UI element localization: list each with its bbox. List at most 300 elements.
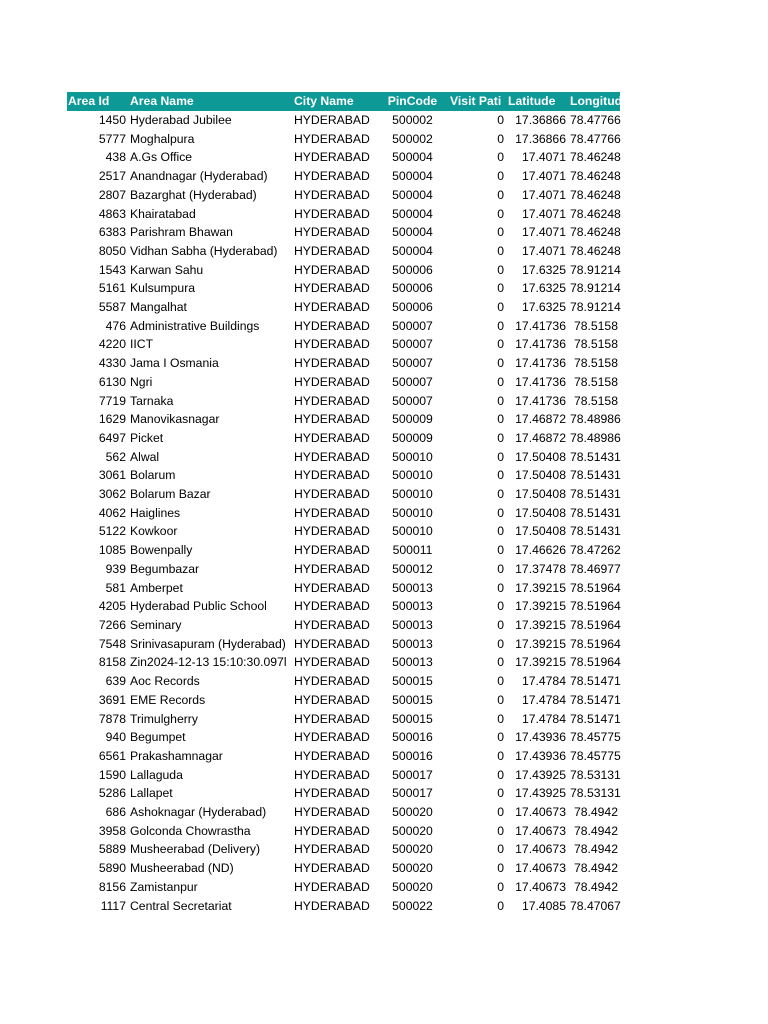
cell-city-name[interactable]: HYDERABAD <box>294 898 370 913</box>
cell-area-id[interactable]: 4863 <box>98 206 126 221</box>
cell-pincode[interactable]: 500004 <box>392 169 433 184</box>
cell-latitude[interactable]: 17.50408 <box>515 505 566 520</box>
cell-area-id[interactable]: 7548 <box>98 636 126 651</box>
cell-area-name[interactable]: Begumpet <box>130 730 186 745</box>
cell-city-name[interactable]: HYDERABAD <box>294 505 370 520</box>
cell-area-id[interactable]: 7878 <box>98 711 126 726</box>
cell-city-name[interactable]: HYDERABAD <box>294 412 370 427</box>
cell-city-name[interactable]: HYDERABAD <box>294 356 370 371</box>
cell-pincode[interactable]: 500009 <box>392 412 433 427</box>
cell-pincode[interactable]: 500020 <box>392 879 433 894</box>
cell-pincode[interactable]: 500010 <box>392 468 433 483</box>
cell-longitude[interactable]: 78.47766 <box>570 131 621 146</box>
cell-city-name[interactable]: HYDERABAD <box>294 711 370 726</box>
cell-area-id[interactable]: 939 <box>105 561 126 576</box>
cell-city-name[interactable]: HYDERABAD <box>294 692 370 707</box>
cell-area-name[interactable]: Vidhan Sabha (Hyderabad) <box>130 243 278 258</box>
cell-city-name[interactable]: HYDERABAD <box>294 767 370 782</box>
cell-latitude[interactable]: 17.50408 <box>515 524 566 539</box>
cell-visit[interactable]: 0 <box>497 281 504 296</box>
cell-pincode[interactable]: 500002 <box>392 113 433 127</box>
cell-visit[interactable]: 0 <box>497 374 504 389</box>
cell-longitude[interactable]: 78.4942 <box>573 861 618 876</box>
cell-area-id[interactable]: 5161 <box>98 281 126 296</box>
cell-city-name[interactable]: HYDERABAD <box>294 861 370 876</box>
cell-area-name[interactable]: Mangalhat <box>130 300 187 315</box>
cell-pincode[interactable]: 500013 <box>392 655 433 670</box>
cell-city-name[interactable]: HYDERABAD <box>294 805 370 820</box>
cell-latitude[interactable]: 17.39215 <box>515 636 566 651</box>
cell-area-id[interactable]: 1629 <box>98 412 126 427</box>
cell-latitude[interactable]: 17.41736 <box>515 374 566 389</box>
cell-visit[interactable]: 0 <box>497 169 504 184</box>
cell-longitude[interactable]: 78.51431 <box>570 468 621 483</box>
cell-area-id[interactable]: 4205 <box>98 599 126 614</box>
cell-pincode[interactable]: 500007 <box>392 337 433 352</box>
cell-city-name[interactable]: HYDERABAD <box>294 561 370 576</box>
cell-area-name[interactable]: EME Records <box>130 692 206 707</box>
cell-area-name[interactable]: Central Secretariat <box>130 898 232 913</box>
cell-longitude[interactable]: 78.47262 <box>570 543 621 558</box>
cell-longitude[interactable]: 78.4942 <box>573 879 618 894</box>
cell-area-id[interactable]: 4330 <box>98 356 126 371</box>
cell-area-id[interactable]: 5286 <box>98 786 126 801</box>
cell-longitude[interactable]: 78.5158 <box>573 337 618 352</box>
cell-latitude[interactable]: 17.39215 <box>515 580 566 595</box>
cell-latitude[interactable]: 17.4784 <box>521 711 566 726</box>
cell-visit[interactable]: 0 <box>497 711 504 726</box>
cell-visit[interactable]: 0 <box>497 318 504 333</box>
cell-visit[interactable]: 0 <box>497 243 504 258</box>
cell-longitude[interactable]: 78.4942 <box>573 805 618 820</box>
cell-area-id[interactable]: 3958 <box>98 823 126 838</box>
cell-area-name[interactable]: Hyderabad Public School <box>130 599 267 614</box>
cell-pincode[interactable]: 500012 <box>392 561 433 576</box>
cell-pincode[interactable]: 500011 <box>392 543 433 558</box>
cell-latitude[interactable]: 17.41736 <box>515 318 566 333</box>
cell-pincode[interactable]: 500016 <box>392 730 433 745</box>
cell-area-name[interactable]: Begumbazar <box>130 561 200 576</box>
cell-city-name[interactable]: HYDERABAD <box>294 225 370 240</box>
cell-latitude[interactable]: 17.37478 <box>515 561 566 576</box>
cell-area-name[interactable]: Kowkoor <box>130 524 178 539</box>
cell-area-name[interactable]: Srinivasapuram (Hyderabad) <box>130 636 286 651</box>
cell-area-id[interactable]: 5890 <box>98 861 126 876</box>
cell-area-name[interactable]: Hyderabad Jubilee <box>130 113 232 127</box>
cell-city-name[interactable]: HYDERABAD <box>294 187 370 202</box>
cell-pincode[interactable]: 500004 <box>392 187 433 202</box>
cell-visit[interactable]: 0 <box>497 412 504 427</box>
cell-latitude[interactable]: 17.6325 <box>521 300 566 315</box>
cell-area-id[interactable]: 3691 <box>98 692 126 707</box>
cell-area-id[interactable]: 3062 <box>98 487 126 502</box>
cell-longitude[interactable]: 78.91214 <box>570 300 621 315</box>
cell-area-id[interactable]: 562 <box>105 449 126 464</box>
cell-pincode[interactable]: 500004 <box>392 150 433 165</box>
cell-pincode[interactable]: 500017 <box>392 786 433 801</box>
cell-pincode[interactable]: 500009 <box>392 430 433 445</box>
cell-latitude[interactable]: 17.4071 <box>521 243 566 258</box>
cell-area-name[interactable]: Ashoknagar (Hyderabad) <box>130 805 267 820</box>
cell-longitude[interactable]: 78.4942 <box>573 823 618 838</box>
cell-area-id[interactable]: 5587 <box>98 300 126 315</box>
cell-visit[interactable]: 0 <box>497 786 504 801</box>
cell-city-name[interactable]: HYDERABAD <box>294 580 370 595</box>
cell-pincode[interactable]: 500015 <box>392 692 433 707</box>
cell-longitude[interactable]: 78.91214 <box>570 281 621 296</box>
cell-visit[interactable]: 0 <box>497 150 504 165</box>
cell-area-name[interactable]: Musheerabad (Delivery) <box>130 842 261 857</box>
cell-area-name[interactable]: Ngri <box>130 374 153 389</box>
cell-longitude[interactable]: 78.4942 <box>573 842 618 857</box>
cell-latitude[interactable]: 17.39215 <box>515 599 566 614</box>
cell-area-name[interactable]: Golconda Chowrastha <box>130 823 251 838</box>
cell-longitude[interactable]: 78.51964 <box>570 580 621 595</box>
cell-area-id[interactable]: 4220 <box>98 337 126 352</box>
header-area-id[interactable]: Area Id <box>67 92 128 111</box>
cell-longitude[interactable]: 78.47766 <box>570 113 621 127</box>
cell-latitude[interactable]: 17.50408 <box>515 449 566 464</box>
cell-area-name[interactable]: Bolarum Bazar <box>130 487 211 502</box>
cell-longitude[interactable]: 78.5158 <box>573 318 618 333</box>
cell-area-name[interactable]: Administrative Buildings <box>130 318 260 333</box>
cell-visit[interactable]: 0 <box>497 131 504 146</box>
cell-visit[interactable]: 0 <box>497 225 504 240</box>
cell-longitude[interactable]: 78.48986 <box>570 430 621 445</box>
cell-pincode[interactable]: 500006 <box>392 281 433 296</box>
header-city-name[interactable]: City Name <box>292 92 377 111</box>
cell-pincode[interactable]: 500007 <box>392 356 433 371</box>
cell-area-id[interactable]: 686 <box>105 805 126 820</box>
cell-longitude[interactable]: 78.46248 <box>570 187 621 202</box>
cell-area-name[interactable]: Musheerabad (ND) <box>130 861 234 876</box>
cell-longitude[interactable]: 78.47067 <box>570 898 621 913</box>
cell-area-name[interactable]: Amberpet <box>130 580 183 595</box>
cell-longitude[interactable]: 78.48986 <box>570 412 621 427</box>
cell-visit[interactable]: 0 <box>497 393 504 408</box>
cell-visit[interactable]: 0 <box>497 823 504 838</box>
cell-area-name[interactable]: Bolarum <box>130 468 176 483</box>
cell-city-name[interactable]: HYDERABAD <box>294 543 370 558</box>
cell-longitude[interactable]: 78.46248 <box>570 169 621 184</box>
cell-area-id[interactable]: 1117 <box>100 898 126 913</box>
cell-city-name[interactable]: HYDERABAD <box>294 318 370 333</box>
cell-pincode[interactable]: 500004 <box>392 243 433 258</box>
cell-area-name[interactable]: Haiglines <box>130 505 181 520</box>
cell-latitude[interactable]: 17.6325 <box>521 262 566 277</box>
cell-area-id[interactable]: 581 <box>105 580 126 595</box>
cell-latitude[interactable]: 17.40673 <box>515 842 566 857</box>
cell-area-id[interactable]: 4062 <box>98 505 126 520</box>
cell-longitude[interactable]: 78.51471 <box>570 711 621 726</box>
cell-pincode[interactable]: 500016 <box>392 748 433 763</box>
cell-latitude[interactable]: 17.36866 <box>515 131 566 146</box>
cell-longitude[interactable]: 78.5158 <box>573 374 618 389</box>
cell-city-name[interactable]: HYDERABAD <box>294 430 370 445</box>
cell-visit[interactable]: 0 <box>497 187 504 202</box>
cell-area-name[interactable]: IICT <box>130 337 154 352</box>
cell-pincode[interactable]: 500006 <box>392 262 433 277</box>
cell-visit[interactable]: 0 <box>497 842 504 857</box>
cell-area-id[interactable]: 8050 <box>98 243 126 258</box>
cell-longitude[interactable]: 78.53131 <box>570 767 621 782</box>
cell-area-name[interactable]: Aoc Records <box>130 674 200 689</box>
cell-visit[interactable]: 0 <box>497 655 504 670</box>
cell-pincode[interactable]: 500020 <box>392 842 433 857</box>
cell-area-name[interactable]: Manovikasnagar <box>130 412 220 427</box>
cell-visit[interactable]: 0 <box>497 561 504 576</box>
cell-latitude[interactable]: 17.4071 <box>521 206 566 221</box>
cell-visit[interactable]: 0 <box>497 898 504 913</box>
cell-latitude[interactable]: 17.4071 <box>521 187 566 202</box>
cell-longitude[interactable]: 78.46248 <box>570 206 621 221</box>
cell-city-name[interactable]: HYDERABAD <box>294 393 370 408</box>
cell-longitude[interactable]: 78.51471 <box>570 692 621 707</box>
cell-area-id[interactable]: 6130 <box>98 374 126 389</box>
cell-latitude[interactable]: 17.50408 <box>515 468 566 483</box>
cell-longitude[interactable]: 78.51471 <box>570 674 621 689</box>
cell-latitude[interactable]: 17.50408 <box>515 487 566 502</box>
cell-latitude[interactable]: 17.46872 <box>515 412 566 427</box>
cell-visit[interactable]: 0 <box>497 617 504 632</box>
cell-latitude[interactable]: 17.6325 <box>521 281 566 296</box>
cell-pincode[interactable]: 500006 <box>392 300 433 315</box>
cell-area-name[interactable]: Prakashamnagar <box>130 748 223 763</box>
cell-pincode[interactable]: 500020 <box>392 805 433 820</box>
cell-pincode[interactable]: 500013 <box>392 599 433 614</box>
cell-area-id[interactable]: 639 <box>105 674 126 689</box>
cell-longitude[interactable]: 78.51431 <box>570 524 621 539</box>
cell-city-name[interactable]: HYDERABAD <box>294 468 370 483</box>
cell-latitude[interactable]: 17.40673 <box>515 823 566 838</box>
cell-city-name[interactable]: HYDERABAD <box>294 374 370 389</box>
cell-city-name[interactable]: HYDERABAD <box>294 113 370 127</box>
cell-area-name[interactable]: Zin2024-12-13 15:10:30.097l <box>130 655 287 670</box>
cell-pincode[interactable]: 500013 <box>392 580 433 595</box>
cell-visit[interactable]: 0 <box>497 468 504 483</box>
cell-area-name[interactable]: A.Gs Office <box>130 150 193 165</box>
cell-city-name[interactable]: HYDERABAD <box>294 636 370 651</box>
cell-area-id[interactable]: 6561 <box>98 748 126 763</box>
cell-longitude[interactable]: 78.46248 <box>570 150 621 165</box>
cell-longitude[interactable]: 78.5158 <box>573 356 618 371</box>
header-pincode[interactable]: PinCode <box>377 92 448 111</box>
cell-area-name[interactable]: Lallapet <box>130 786 173 801</box>
cell-area-id[interactable]: 5889 <box>98 842 126 857</box>
cell-area-name[interactable]: Seminary <box>130 617 182 632</box>
cell-latitude[interactable]: 17.39215 <box>515 617 566 632</box>
cell-area-name[interactable]: Alwal <box>130 449 160 464</box>
cell-area-name[interactable]: Lallaguda <box>130 767 183 782</box>
cell-latitude[interactable]: 17.41736 <box>515 356 566 371</box>
cell-pincode[interactable]: 500007 <box>392 393 433 408</box>
cell-latitude[interactable]: 17.4784 <box>521 674 566 689</box>
cell-area-name[interactable]: Parishram Bhawan <box>130 225 233 240</box>
cell-longitude[interactable]: 78.51431 <box>570 505 621 520</box>
cell-visit[interactable]: 0 <box>497 580 504 595</box>
cell-area-id[interactable]: 1590 <box>98 767 126 782</box>
cell-visit[interactable]: 0 <box>497 674 504 689</box>
cell-area-name[interactable]: Trimulgherry <box>130 711 198 726</box>
cell-longitude[interactable]: 78.46248 <box>570 243 621 258</box>
cell-city-name[interactable]: HYDERABAD <box>294 655 370 670</box>
cell-latitude[interactable]: 17.40673 <box>515 805 566 820</box>
cell-area-id[interactable]: 2517 <box>98 169 126 184</box>
cell-area-name[interactable]: Bazarghat (Hyderabad) <box>130 187 257 202</box>
cell-latitude[interactable]: 17.4071 <box>521 225 566 240</box>
cell-longitude[interactable]: 78.46248 <box>570 225 621 240</box>
cell-latitude[interactable]: 17.4071 <box>521 150 566 165</box>
cell-visit[interactable]: 0 <box>497 337 504 352</box>
cell-visit[interactable]: 0 <box>497 861 504 876</box>
cell-latitude[interactable]: 17.46626 <box>515 543 566 558</box>
cell-area-id[interactable]: 2807 <box>98 187 126 202</box>
cell-city-name[interactable]: HYDERABAD <box>294 730 370 745</box>
cell-longitude[interactable]: 78.51431 <box>570 449 621 464</box>
cell-area-name[interactable]: Zamistanpur <box>130 879 198 894</box>
cell-area-id[interactable]: 8156 <box>98 879 126 894</box>
cell-latitude[interactable]: 17.39215 <box>515 655 566 670</box>
cell-visit[interactable]: 0 <box>497 113 504 127</box>
cell-pincode[interactable]: 500013 <box>392 636 433 651</box>
cell-visit[interactable]: 0 <box>497 879 504 894</box>
cell-visit[interactable]: 0 <box>497 430 504 445</box>
cell-city-name[interactable]: HYDERABAD <box>294 617 370 632</box>
cell-latitude[interactable]: 17.36866 <box>515 113 566 127</box>
cell-visit[interactable]: 0 <box>497 692 504 707</box>
cell-area-id[interactable]: 476 <box>105 318 126 333</box>
cell-area-id[interactable]: 1543 <box>98 262 126 277</box>
cell-latitude[interactable]: 17.4071 <box>521 169 566 184</box>
cell-longitude[interactable]: 78.51431 <box>570 487 621 502</box>
cell-pincode[interactable]: 500015 <box>392 711 433 726</box>
cell-area-name[interactable]: Jama I Osmania <box>130 356 219 371</box>
cell-visit[interactable]: 0 <box>497 748 504 763</box>
cell-city-name[interactable]: HYDERABAD <box>294 879 370 894</box>
cell-latitude[interactable]: 17.46872 <box>515 430 566 445</box>
cell-latitude[interactable]: 17.40673 <box>515 879 566 894</box>
cell-pincode[interactable]: 500020 <box>392 823 433 838</box>
cell-visit[interactable]: 0 <box>497 300 504 315</box>
cell-latitude[interactable]: 17.4085 <box>521 898 566 913</box>
cell-city-name[interactable]: HYDERABAD <box>294 487 370 502</box>
cell-city-name[interactable]: HYDERABAD <box>294 300 370 315</box>
cell-city-name[interactable]: HYDERABAD <box>294 131 370 146</box>
cell-longitude[interactable]: 78.53131 <box>570 786 621 801</box>
cell-visit[interactable]: 0 <box>497 767 504 782</box>
cell-longitude[interactable]: 78.91214 <box>570 262 621 277</box>
cell-area-name[interactable]: Anandnagar (Hyderabad) <box>130 169 268 184</box>
cell-longitude[interactable]: 78.5158 <box>573 393 618 408</box>
cell-pincode[interactable]: 500010 <box>392 505 433 520</box>
cell-visit[interactable]: 0 <box>497 805 504 820</box>
cell-longitude[interactable]: 78.51964 <box>570 655 621 670</box>
cell-area-id[interactable]: 3061 <box>98 468 126 483</box>
cell-city-name[interactable]: HYDERABAD <box>294 150 370 165</box>
cell-visit[interactable]: 0 <box>497 524 504 539</box>
cell-area-name[interactable]: Kulsumpura <box>130 281 196 296</box>
cell-pincode[interactable]: 500004 <box>392 225 433 240</box>
cell-latitude[interactable]: 17.43936 <box>515 730 566 745</box>
cell-area-id[interactable]: 940 <box>105 730 126 745</box>
cell-longitude[interactable]: 78.45775 <box>570 730 621 745</box>
cell-city-name[interactable]: HYDERABAD <box>294 169 370 184</box>
cell-pincode[interactable]: 500004 <box>392 206 433 221</box>
cell-city-name[interactable]: HYDERABAD <box>294 823 370 838</box>
cell-city-name[interactable]: HYDERABAD <box>294 337 370 352</box>
cell-area-name[interactable]: Tarnaka <box>130 393 174 408</box>
cell-visit[interactable]: 0 <box>497 356 504 371</box>
cell-pincode[interactable]: 500010 <box>392 487 433 502</box>
cell-area-id[interactable]: 6497 <box>98 430 126 445</box>
cell-visit[interactable]: 0 <box>497 636 504 651</box>
cell-visit[interactable]: 0 <box>497 449 504 464</box>
cell-latitude[interactable]: 17.41736 <box>515 393 566 408</box>
cell-area-name[interactable]: Khairatabad <box>130 206 196 221</box>
cell-city-name[interactable]: HYDERABAD <box>294 674 370 689</box>
cell-city-name[interactable]: HYDERABAD <box>294 449 370 464</box>
cell-latitude[interactable]: 17.43925 <box>515 767 566 782</box>
cell-area-name[interactable]: Bowenpally <box>130 543 193 558</box>
cell-area-name[interactable]: Moghalpura <box>130 131 195 146</box>
cell-pincode[interactable]: 500013 <box>392 617 433 632</box>
cell-pincode[interactable]: 500002 <box>392 131 433 146</box>
cell-area-id[interactable]: 6383 <box>98 225 126 240</box>
cell-pincode[interactable]: 500010 <box>392 524 433 539</box>
cell-area-name[interactable]: Picket <box>130 430 164 445</box>
cell-visit[interactable]: 0 <box>497 505 504 520</box>
cell-pincode[interactable]: 500010 <box>392 449 433 464</box>
cell-latitude[interactable]: 17.43925 <box>515 786 566 801</box>
header-area-name[interactable]: Area Name <box>128 92 292 111</box>
cell-pincode[interactable]: 500022 <box>392 898 433 913</box>
cell-latitude[interactable]: 17.43936 <box>515 748 566 763</box>
cell-city-name[interactable]: HYDERABAD <box>294 786 370 801</box>
cell-area-name[interactable]: Karwan Sahu <box>130 262 204 277</box>
cell-pincode[interactable]: 500007 <box>392 318 433 333</box>
cell-area-id[interactable]: 8158 <box>98 655 126 670</box>
cell-area-id[interactable]: 438 <box>105 150 126 165</box>
cell-city-name[interactable]: HYDERABAD <box>294 748 370 763</box>
cell-city-name[interactable]: HYDERABAD <box>294 262 370 277</box>
cell-visit[interactable]: 0 <box>497 206 504 221</box>
cell-visit[interactable]: 0 <box>497 599 504 614</box>
cell-city-name[interactable]: HYDERABAD <box>294 524 370 539</box>
cell-longitude[interactable]: 78.46977 <box>570 561 621 576</box>
cell-city-name[interactable]: HYDERABAD <box>294 281 370 296</box>
cell-longitude[interactable]: 78.51964 <box>570 636 621 651</box>
cell-visit[interactable]: 0 <box>497 543 504 558</box>
cell-pincode[interactable]: 500007 <box>392 374 433 389</box>
cell-latitude[interactable]: 17.40673 <box>515 861 566 876</box>
cell-pincode[interactable]: 500020 <box>392 861 433 876</box>
header-latitude[interactable]: Latitude <box>506 92 568 111</box>
cell-visit[interactable]: 0 <box>497 730 504 745</box>
cell-area-id[interactable]: 7266 <box>98 617 126 632</box>
cell-pincode[interactable]: 500017 <box>392 767 433 782</box>
cell-latitude[interactable]: 17.4784 <box>521 692 566 707</box>
cell-pincode[interactable]: 500015 <box>392 674 433 689</box>
cell-city-name[interactable]: HYDERABAD <box>294 599 370 614</box>
header-visit[interactable]: Visit Pati <box>448 92 506 111</box>
cell-visit[interactable]: 0 <box>497 262 504 277</box>
cell-area-id[interactable]: 5777 <box>98 131 126 146</box>
cell-area-id[interactable]: 7719 <box>98 393 126 408</box>
cell-city-name[interactable]: HYDERABAD <box>294 842 370 857</box>
header-longitude[interactable]: Longitude <box>568 92 620 111</box>
cell-area-id[interactable]: 1085 <box>98 543 126 558</box>
cell-visit[interactable]: 0 <box>497 487 504 502</box>
